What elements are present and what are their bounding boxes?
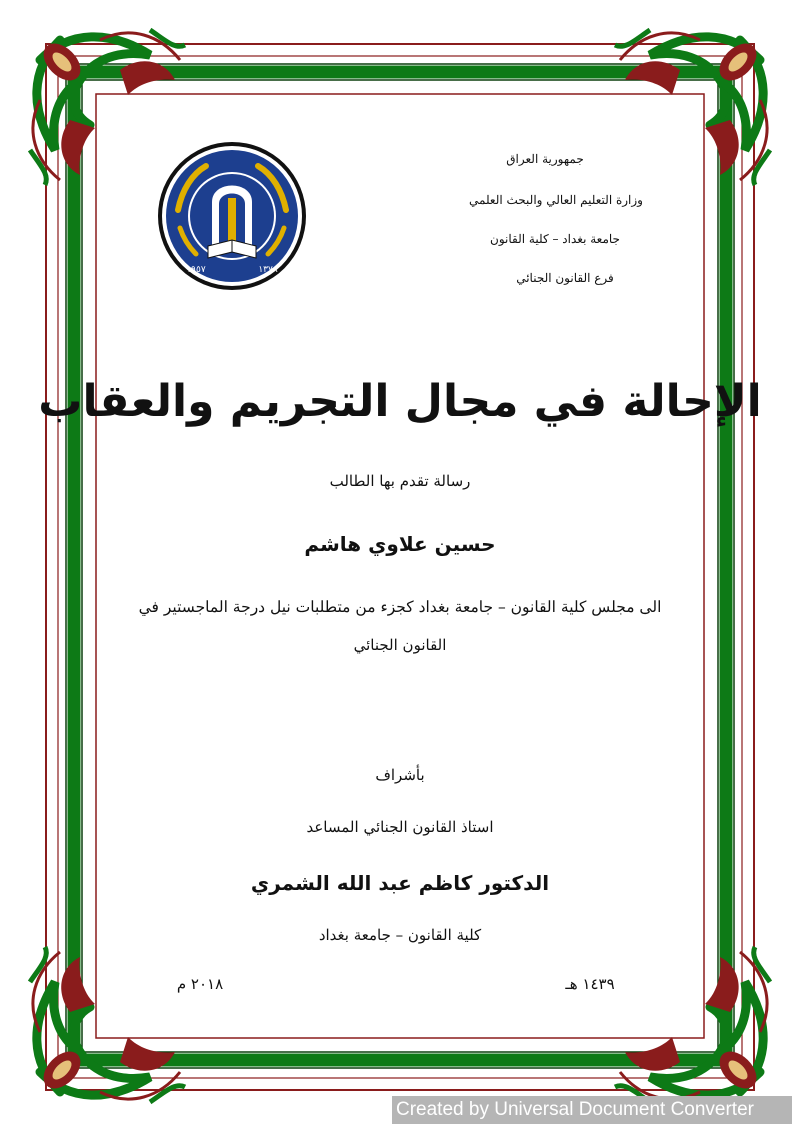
date-hijri: ١٤٣٩ هـ bbox=[565, 975, 615, 993]
header-university: جامعة بغداد – كلية القانون bbox=[490, 232, 620, 246]
header-republic: جمهورية العراق bbox=[506, 152, 584, 166]
seal-year-left: ١٩٥٧ bbox=[186, 265, 206, 275]
converter-watermark: Created by Universal Document Converter bbox=[392, 1096, 792, 1124]
supervision-label: بأشراف bbox=[375, 766, 425, 784]
affiliation: كلية القانون – جامعة بغداد bbox=[318, 926, 482, 944]
header-department: فرع القانون الجنائي bbox=[516, 271, 614, 285]
date-gregorian: ٢٠١٨ م bbox=[176, 975, 224, 993]
seal-year-right: ١٣٧٨ bbox=[258, 265, 278, 275]
purpose-line-1: الى مجلس كلية القانون – جامعة بغداد كجزء من متطلبات نيل درجة الماجستير في bbox=[138, 598, 662, 616]
thesis-title: الإحالة في مجال التجريم والعقاب bbox=[38, 376, 762, 427]
supervisor-name: الدكتور كاظم عبد الله الشمري bbox=[250, 871, 550, 895]
supervisor-rank: استاذ القانون الجنائي المساعد bbox=[306, 818, 494, 836]
student-name: حسين علاوي هاشم bbox=[304, 532, 496, 556]
purpose-line-2: القانون الجنائي bbox=[353, 636, 447, 654]
university-seal bbox=[156, 140, 308, 292]
submitted-by-label: رسالة تقدم بها الطالب bbox=[329, 472, 471, 490]
header-ministry: وزارة التعليم العالي والبحث العلمي bbox=[469, 193, 643, 207]
